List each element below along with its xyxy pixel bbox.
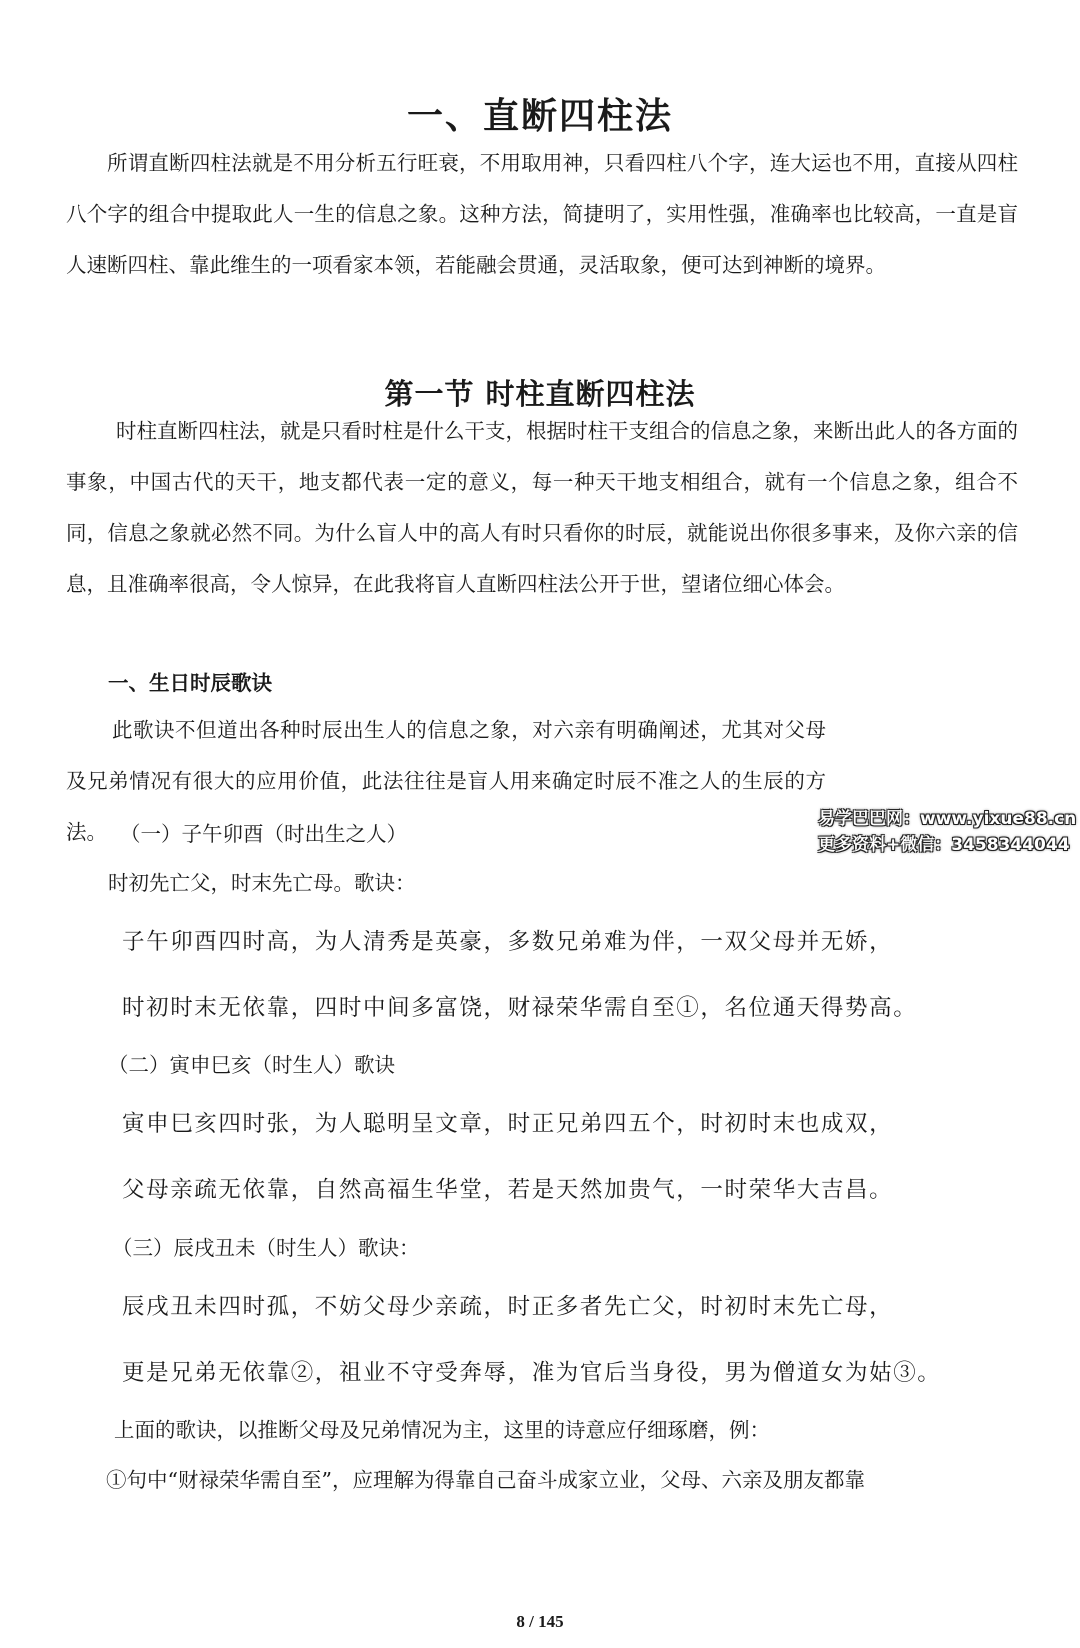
- group3-heading: （三）辰戌丑未（时生人）歌诀：: [112, 1236, 420, 1260]
- group1-verse-1: 子午卯酉四时高，为人清秀是英豪，多数兄弟难为伴，一双父母并无娇，: [122, 929, 894, 955]
- intro-paragraph: 所谓直断四柱法就是不用分析五行旺衰，不用取用神，只看四柱八个字，连大运也不用，直接从四柱八个字的组合中提取此人一生的信息之象。这种方法，简捷明了，实用性强，准确率也比较高，一直是盲人速断四柱、靠此维生的一项看家本领，若能融会贯通，灵活取象，便可达到神断的境界。: [66, 151, 1018, 277]
- explanation-line: 上面的歌诀，以推断父母及兄弟情况为主，这里的诗意应仔细琢磨，例：: [114, 1418, 770, 1442]
- watermark-line-2: 更多资料+微信：3458344044: [818, 835, 1070, 855]
- section-title: 第一节 时柱直断四柱法: [384, 377, 696, 411]
- group1-verse-2: 时初时末无依靠，四时中间多富饶，财禄荣华需自至①，名位通天得势高。: [122, 995, 918, 1021]
- group2-heading: （二）寅申巳亥（时生人）歌诀: [108, 1053, 395, 1077]
- group1-note: 时初先亡父，时末先亡母。歌诀：: [108, 871, 416, 895]
- subheading-birth-hour-song: 一、生日时辰歌诀: [108, 671, 272, 695]
- chapter-title: 一、直断四柱法: [406, 96, 673, 137]
- section-intro-paragraph: 时柱直断四柱法，就是只看时柱是什么干支，根据时柱干支组合的信息之象，来断出此人的各方面的事象，中国古代的天干，地支都代表一定的意义，每一种天干地支相组合，就有一个信息之象，组合不同，信息之象就必然不同。为什么盲人中的高人有时只看你的时辰，就能说出你很多事来，及你六亲的信息，且准确率很高，令人惊异，在此我将盲人直断四柱法公开于世，望诸位细心体会。: [66, 419, 1018, 596]
- song-intro-paragraph: 此歌诀不但道出各种时辰出生人的信息之象，对六亲有明确阐述，尤其对父母及兄弟情况有很大的应用价值，此法往往是盲人用来确定时辰不准之人的生辰的方法。: [66, 718, 826, 844]
- group3-verse-2: 更是兄弟无依靠②，祖业不守受奔辱，准为官后当身役，男为僧道女为姑③。: [122, 1360, 942, 1386]
- group1-heading: （一）子午卯酉（时出生之人）: [120, 822, 407, 846]
- group2-verse-1: 寅申巳亥四时张，为人聪明呈文章，时正兄弟四五个，时初时末也成双，: [122, 1111, 894, 1137]
- group3-verse-1: 辰戌丑未四时孤，不妨父母少亲疏，时正多者先亡父，时初时末先亡母，: [122, 1294, 894, 1320]
- watermark-line-1: 易学巴巴网：www.yixue88.cn: [818, 809, 1077, 829]
- page-number: 8 / 145: [516, 1612, 564, 1631]
- footnote-1-line: ①句中“财禄荣华需自至”，应理解为得靠自己奋斗成家立业，父母、六亲及朋友都靠: [106, 1468, 865, 1492]
- group2-verse-2: 父母亲疏无依靠，自然高福生华堂，若是天然加贵气，一时荣华大吉昌。: [122, 1177, 894, 1203]
- watermark: [818, 806, 1076, 858]
